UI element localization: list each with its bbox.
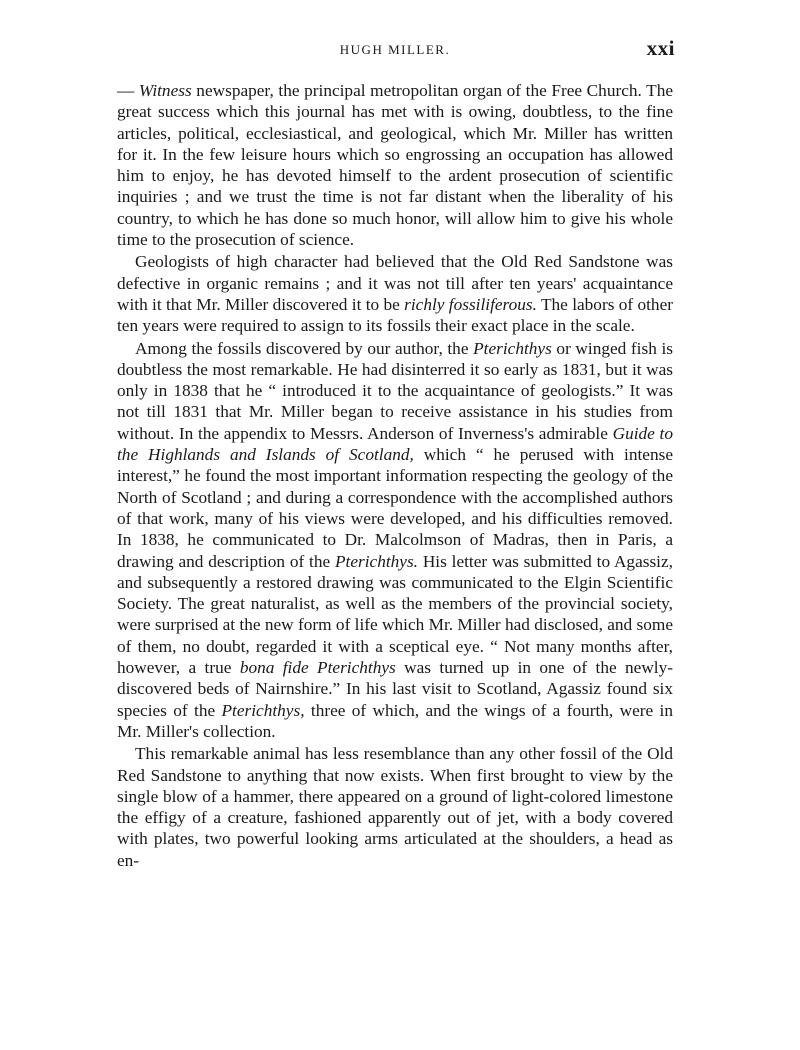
book-page — [117, 36, 673, 871]
italic-run: Guide to the Highlands and Islands of Scotland, — [117, 423, 673, 465]
page-number: xxi — [646, 36, 675, 60]
italic-run: Pterichthys, — [221, 700, 305, 720]
italic-run: Pterichthys — [473, 338, 552, 358]
text-run: His letter was submitted to Agassiz, and subsequently a restored drawing was communicated to the Elgin Scientific Society. The great naturalist, as well as the members of the provincial society, were surprised at the new form of life which Mr. Miller had disclosed, and some of them, no doubt, regarded it with a sceptical eye. “ Not many months after, however, a true — [117, 551, 673, 678]
text-run: which “ he perused with intense interest,” he found the most important information respecting the geology of the North of Scotland ; and during a correspondence with the accomplished authors of that work, many of his views were developed, and his difficulties removed. In 1838, he communicated to Dr. Malcolmson of Madras, then in Paris, a drawing and description of the — [117, 445, 673, 571]
paragraph — [117, 743, 673, 871]
paragraph — [117, 251, 673, 336]
text-run: three of which, and the wings of a fourth, were in Mr. Miller's collection. — [117, 700, 673, 741]
text-run: — — [117, 81, 139, 100]
text-run: was turned up in one of the newly-discovered beds of Nairnshire.” In his last visit to Scotland, Agassiz found six species of the — [117, 658, 674, 720]
running-header — [117, 36, 673, 66]
paragraph — [117, 338, 673, 743]
italic-run: Witness — [138, 81, 192, 100]
text-run: Geologists of high character had believed that the Old Red Sandstone was defective in organic remains ; and it was not till after ten years' acquaintance with it that Mr. Miller discovered it to be — [117, 252, 673, 314]
text-run: or winged fish is doubtless the most remarkable. He had disinterred it so early as 1831, but it was only in 1838 that he “ introduced it to the acquaintance of geologists.” It was not till 1831 that Mr. Miller began to receive assistance in his studies from without. In the appendix to Messrs. Anderson of Inverness's admirable — [117, 338, 673, 443]
paragraph — [117, 80, 673, 250]
body-text — [117, 80, 673, 871]
italic-run: Pterichthys. — [334, 551, 418, 571]
italic-run: bona fide Pterichthys — [239, 658, 396, 678]
running-title: HUGH MILLER. — [339, 42, 451, 57]
text-run: newspaper, the principal metropolitan organ of the Free Church. The great success which this journal has met with is owing, doubtless, to the fine articles, political, ecclesiastical, and geological, which Mr. Miller has written for it. In the few leisure hours which so engrossing an occupation has allowed him to enjoy, he has devoted himself to the ardent prosecution of scientific inquiries ; and we trust the time is not far distant when the liberality of his country, to which he has done so much honor, will allow him to give his whole time to the prosecution of science. — [117, 81, 674, 250]
text-run: This remarkable animal has less resemblance than any other fossil of the Old Red Sandstone to anything that now exists. When first brought to view by the single blow of a hammer, there appeared on a ground of light-colored limestone the effigy of a creature, fashioned apparently out of jet, with a body covered with plates, two powerful looking arms articulated at the shoulders, a head as en- — [117, 744, 673, 870]
text-run: The labors of other ten years were required to assign to its fossils their exact place in the scale. — [117, 294, 673, 336]
italic-run: richly fossiliferous. — [404, 294, 537, 314]
text-run: Among the fossils discovered by our author, the — [135, 338, 474, 358]
